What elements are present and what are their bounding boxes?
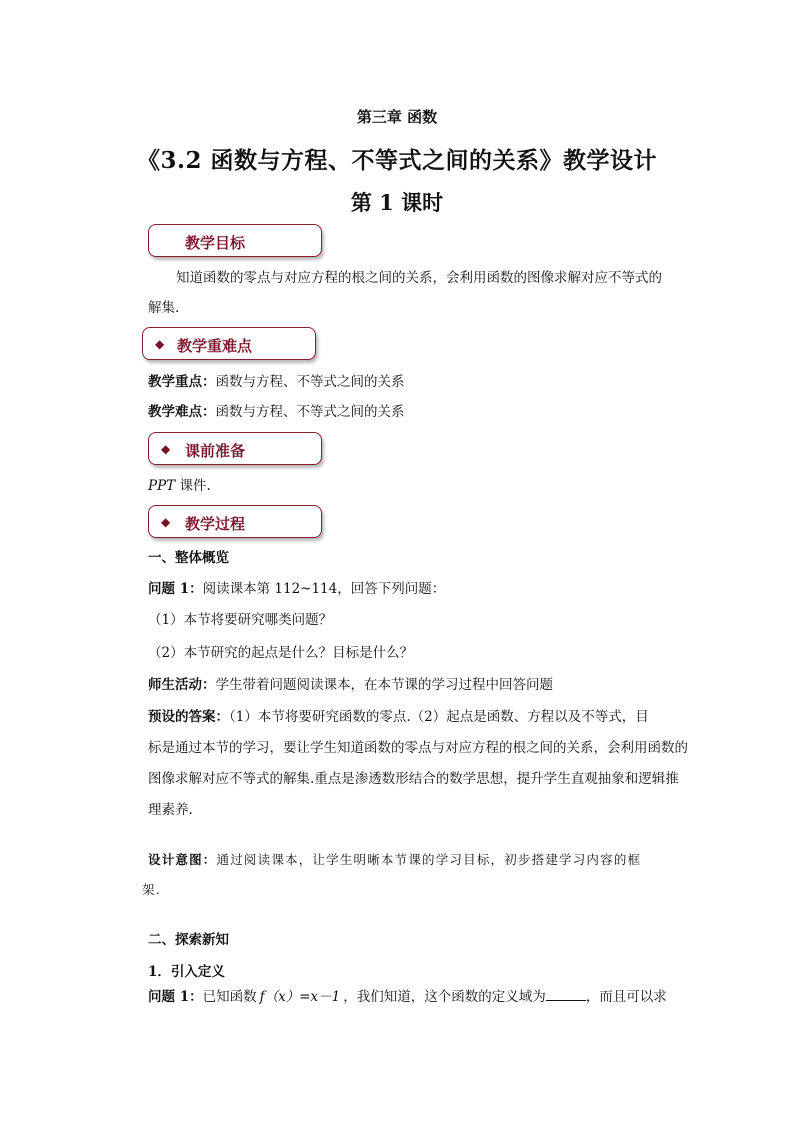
- section-keypoints-label: 教学重难点: [177, 337, 253, 355]
- question-2-post: ，我们知道，这个函数的定义域为: [343, 989, 546, 1005]
- design-intent-label: 设计意图：: [148, 852, 217, 867]
- sub1-heading: 1．引入定义: [148, 964, 225, 980]
- teaching-focus-text: 函数与方程、不等式之间的关系: [215, 374, 405, 390]
- answer-blank[interactable]: [546, 986, 586, 1001]
- question-2-pre: 已知函数: [202, 989, 257, 1005]
- question-1-label: 问题 1：: [148, 581, 203, 597]
- question-2: [148, 986, 667, 1007]
- question-1-text: 阅读课本第 112~114，回答下列问题：: [202, 581, 446, 597]
- activity-text: 学生带着问题阅读课本，在本节课的学习过程中回答问题: [215, 677, 553, 693]
- expected-answer-line-2: 标是通过本节的学习，要让学生知道函数的零点与对应方程的根之间的关系，会利用函数的: [148, 740, 688, 756]
- section-process-box: [148, 505, 322, 538]
- lesson-subtitle: 第 1 课时: [350, 190, 444, 215]
- part1-heading: 一、整体概览: [148, 550, 229, 566]
- part2-heading: 二、探索新知: [148, 932, 229, 948]
- design-intent-line-2: 架.: [142, 882, 161, 897]
- function-expression: f（x）=x－1: [259, 989, 341, 1005]
- teaching-focus-label: 教学重点：: [148, 374, 216, 390]
- section-objectives-label: 教学目标: [185, 234, 246, 252]
- design-intent-line-1: [148, 850, 641, 870]
- teaching-difficulty: [148, 402, 405, 422]
- activity-label: 师生活动：: [148, 677, 216, 693]
- teacher-student-activity: [148, 675, 553, 695]
- chapter-heading: 第三章 函数: [356, 108, 438, 126]
- question-1-sub-2: （2）本节研究的起点是什么？目标是什么？: [148, 645, 414, 661]
- preparation-rest: 课件.: [179, 478, 211, 494]
- section-objectives-box: [148, 224, 322, 257]
- expected-answer-label: 预设的答案：: [148, 709, 229, 725]
- ppt-word: PPT: [148, 478, 176, 494]
- teaching-difficulty-text: 函数与方程、不等式之间的关系: [215, 404, 405, 420]
- section-process-label: 教学过程: [185, 515, 246, 533]
- objectives-line-1: 知道函数的零点与对应方程的根之间的关系，会利用函数的图像求解对应不等式的: [176, 270, 662, 286]
- document-title: 《3.2 函数与方程、不等式之间的关系》教学设计: [136, 147, 658, 174]
- objectives-line-2: 解集.: [148, 300, 180, 316]
- teaching-difficulty-label: 教学难点：: [148, 404, 216, 420]
- question-2-label: 问题 1：: [148, 989, 203, 1005]
- preparation-text: [148, 476, 211, 496]
- section-keypoints-box: [142, 327, 316, 360]
- expected-answer-text-1: （1）本节将要研究函数的零点.（2）起点是函数、方程以及不等式，目: [229, 709, 649, 725]
- question-1: [148, 579, 445, 599]
- expected-answer-line-4: 理素养.: [148, 802, 193, 818]
- question-2-end: ，而且可以求: [585, 989, 667, 1005]
- expected-answer-line-1: [148, 707, 649, 727]
- diamond-bullet-icon: ◆: [155, 337, 165, 351]
- diamond-bullet-icon: ◆: [161, 442, 171, 456]
- teaching-focus: [148, 372, 405, 392]
- section-preparation-box: [148, 432, 322, 465]
- section-preparation-label: 课前准备: [185, 442, 246, 460]
- design-intent-text-1: 通过阅读课本，让学生明晰本节课的学习目标，初步搭建学习内容的框: [216, 852, 642, 867]
- expected-answer-line-3: 图像求解对应不等式的解集.重点是渗透数形结合的数学思想，提升学生直观抽象和逻辑推: [148, 771, 679, 787]
- diamond-bullet-icon: ◆: [161, 515, 171, 529]
- question-1-sub-1: （1）本节将要研究哪类问题？: [148, 612, 333, 628]
